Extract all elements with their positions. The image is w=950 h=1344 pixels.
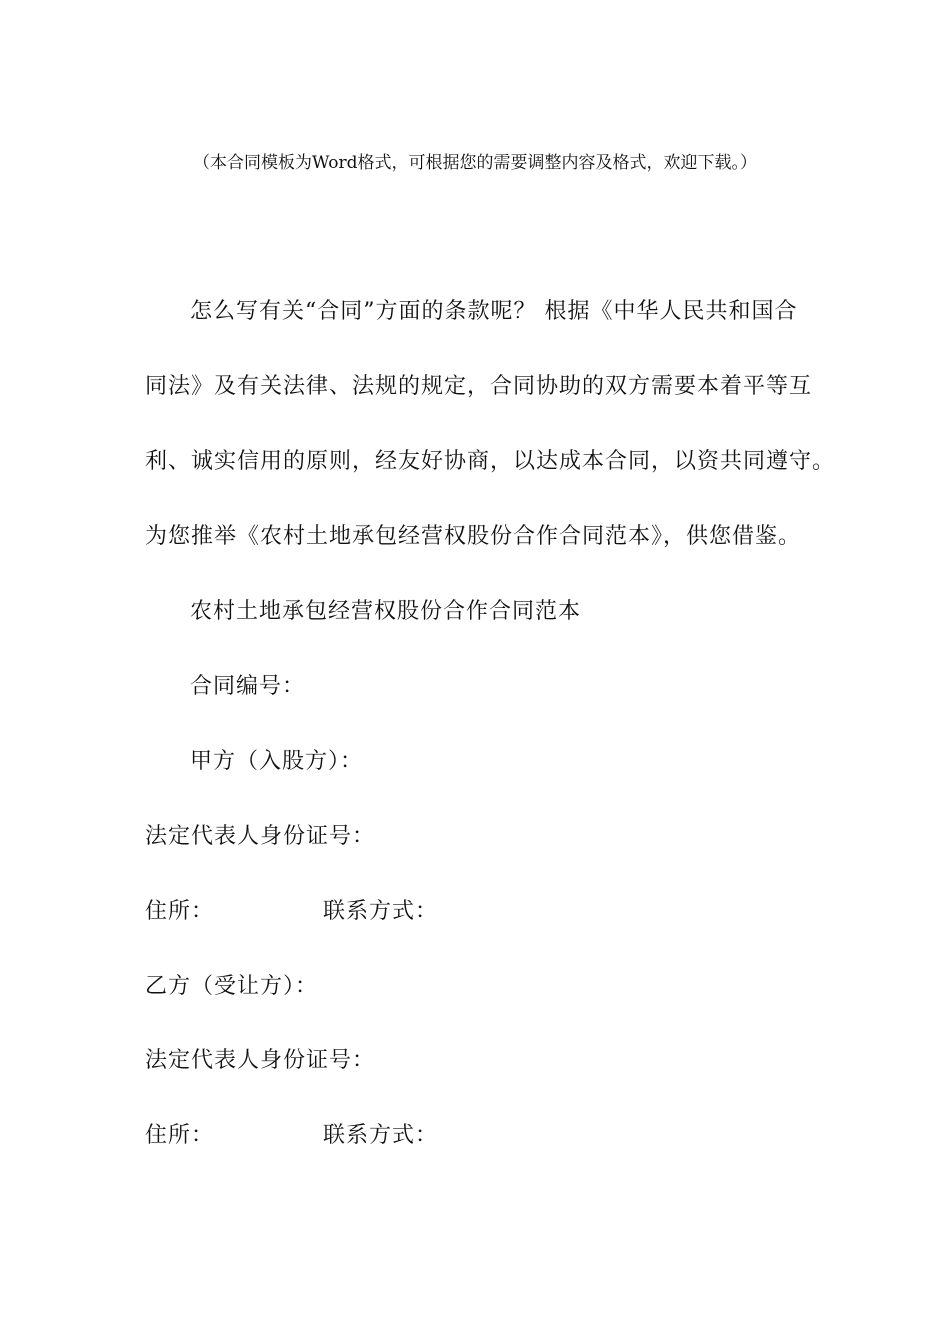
intro-line-1: 怎么写有关“合同”方面的条款呢？ 根据《中华人民共和国合 xyxy=(190,299,798,324)
party-a-label: 甲方（入股方）： xyxy=(190,749,364,774)
template-note: （本合同模板为Word格式，可根据您的需要调整内容及格式，欢迎下载。） xyxy=(192,153,758,173)
party-b-id-label: 法定代表人身份证号： xyxy=(145,1048,376,1073)
party-a-contact-label: 联系方式： xyxy=(323,899,439,924)
party-b-label: 乙方（受让方）： xyxy=(145,974,319,999)
contract-number-label: 合同编号： xyxy=(190,674,306,699)
intro-line-2: 同法》及有关法律、法规的规定，合同协助的双方需要本着平等互 xyxy=(145,374,813,399)
party-b-address-label: 住所： xyxy=(145,1123,215,1148)
party-b-contact-label: 联系方式： xyxy=(323,1123,439,1148)
party-a-address-label: 住所： xyxy=(145,899,215,924)
intro-line-4: 为您推举《农村土地承包经营权股份合作合同范本》，供您借鉴。 xyxy=(145,524,802,549)
intro-line-3: 利、诚实信用的原则，经友好协商，以达成本合同，以资共同遵守。 xyxy=(145,449,836,474)
contract-title: 农村土地承包经营权股份合作合同范本 xyxy=(190,599,582,624)
party-a-id-label: 法定代表人身份证号： xyxy=(145,824,376,849)
